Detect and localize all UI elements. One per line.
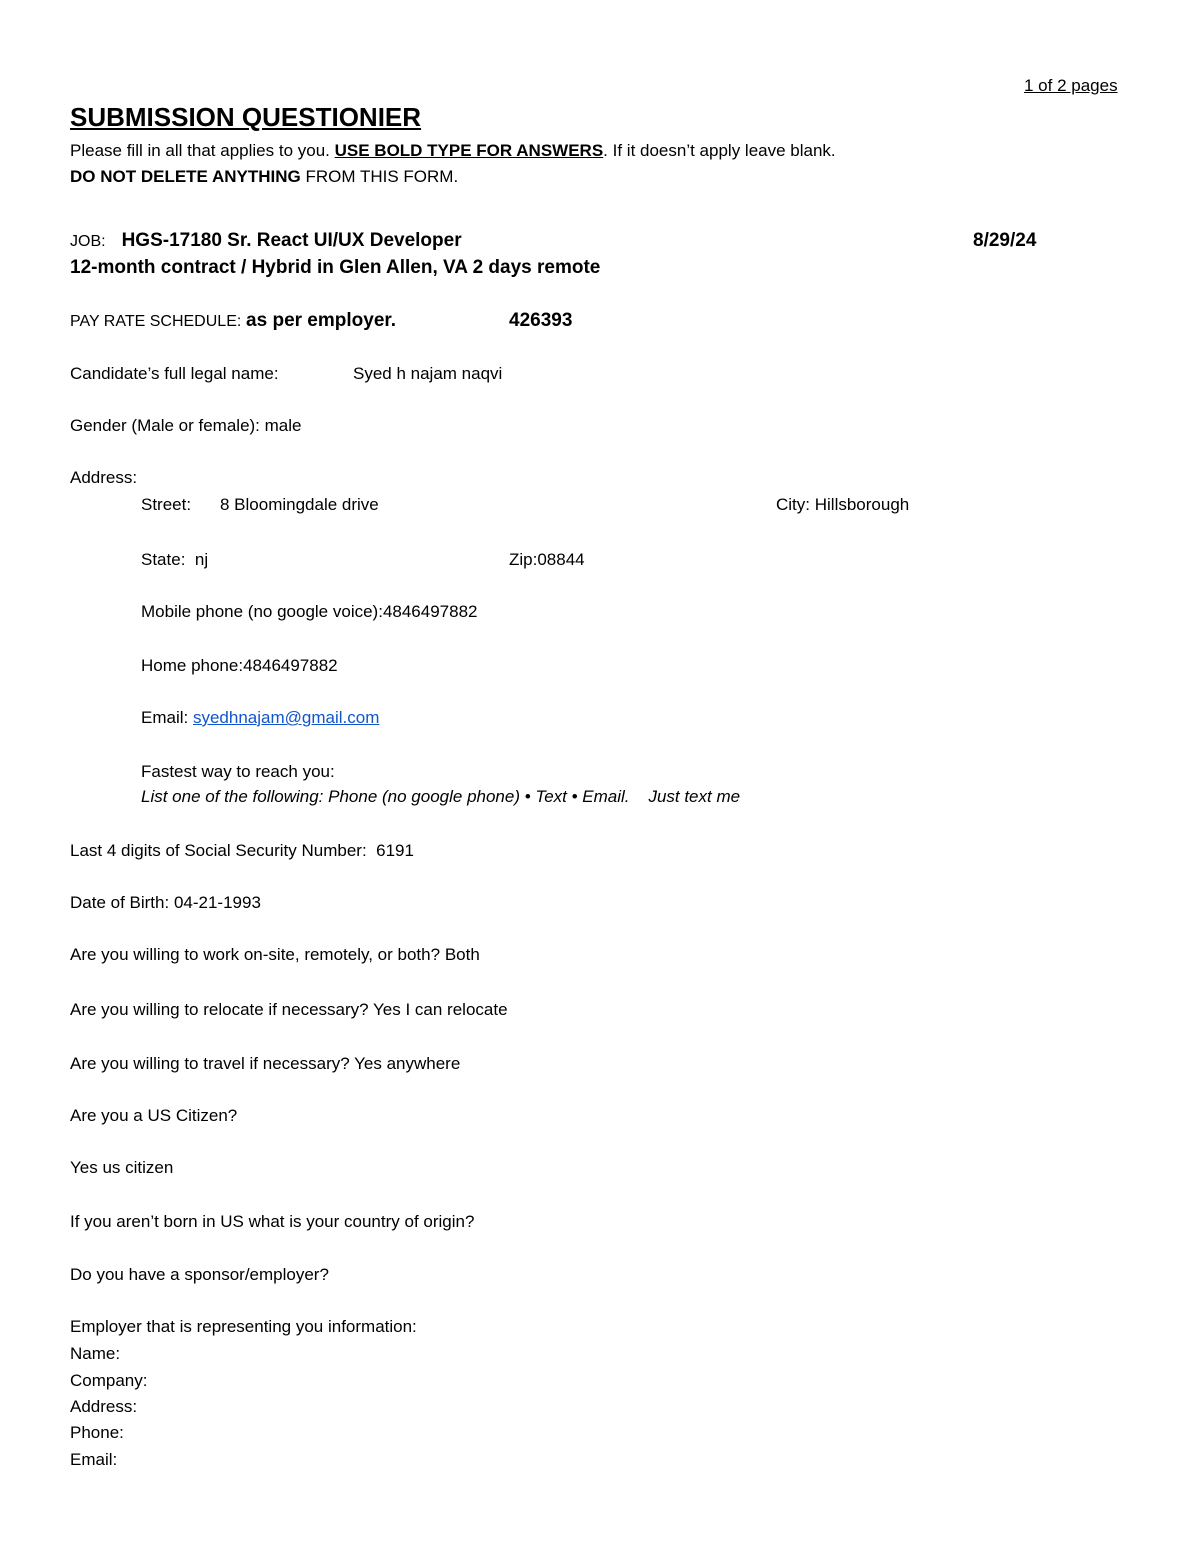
employer-name-label: Name: <box>70 1344 121 1363</box>
travel-question: Are you willing to travel if necessary? <box>70 1054 350 1073</box>
home-phone-line <box>141 657 338 674</box>
page-indicator: 1 of 2 pages <box>1024 76 1118 95</box>
onsite-question: Are you willing to work on-site, remotely, or both? <box>70 945 441 964</box>
job-title: HGS-17180 Sr. React UI/UX Developer <box>121 230 462 251</box>
zip-value: 08844 <box>537 550 585 569</box>
relocate-line <box>70 1001 508 1018</box>
fastest-contact-value: Just text me <box>648 787 741 806</box>
employer-phone-label: Phone: <box>70 1423 124 1442</box>
gender-label: Gender (Male or female): <box>70 416 260 435</box>
gender-line <box>70 417 302 434</box>
dob-value: 04-21-1993 <box>173 893 261 912</box>
home-phone-value: 4846497882 <box>243 656 338 675</box>
pay-rate-value: as per employer. <box>246 310 397 331</box>
job-label: JOB: <box>70 233 106 250</box>
page-title: SUBMISSION QUESTIONIER <box>70 102 422 132</box>
fastest-contact-label: Fastest way to reach you: <box>141 762 335 781</box>
onsite-line <box>70 946 480 963</box>
state-line <box>141 551 208 568</box>
relocate-question: Are you willing to relocate if necessary? <box>70 1000 369 1019</box>
fastest-contact-options: List one of the following: Phone (no google phone) • Text • Email. <box>141 787 630 806</box>
street-label: Street: <box>141 495 192 514</box>
state-value: nj <box>194 550 209 569</box>
citizen-question: Are you a US Citizen? <box>70 1106 238 1125</box>
instructions-warning: DO NOT DELETE ANYTHING <box>70 167 301 186</box>
job-details: 12-month contract / Hybrid in Glen Allen, VA 2 days remote <box>70 257 601 278</box>
instructions-suffix: . If it doesn’t apply leave blank. <box>603 141 836 160</box>
address-label: Address: <box>70 468 138 487</box>
zip-label: Zip: <box>509 550 538 569</box>
candidate-name-label: Candidate’s full legal name: <box>70 364 279 383</box>
zip-line <box>509 551 585 568</box>
ssn-line <box>70 842 414 859</box>
email-label: Email: <box>141 708 189 727</box>
city-label: City: <box>776 495 810 514</box>
citizen-answer: Yes us citizen <box>70 1158 174 1177</box>
street-value: 8 Bloomingdale drive <box>220 495 379 514</box>
city-value: Hillsborough <box>814 495 910 514</box>
email-line <box>141 709 379 726</box>
instructions-line-1 <box>70 142 836 159</box>
origin-question: If you aren’t born in US what is your country of origin? <box>70 1212 475 1231</box>
mobile-phone-value: 4846497882 <box>382 602 478 621</box>
instructions-emphasis: USE BOLD TYPE FOR ANSWERS <box>334 141 604 160</box>
instructions-warning-rest: FROM THIS FORM. <box>300 167 459 186</box>
employer-email-label: Email: <box>70 1450 118 1469</box>
gender-value: male <box>264 416 302 435</box>
pay-rate-code: 426393 <box>509 310 573 331</box>
home-phone-label: Home phone: <box>141 656 244 675</box>
ssn-value: 6191 <box>376 841 414 860</box>
state-label: State: <box>141 550 186 569</box>
relocate-answer: Yes I can relocate <box>373 1000 508 1019</box>
job-line <box>70 231 462 250</box>
employer-address-label: Address: <box>70 1397 138 1416</box>
fastest-contact-line <box>141 788 740 805</box>
employer-heading: Employer that is representing you information: <box>70 1317 417 1336</box>
sponsor-question: Do you have a sponsor/employer? <box>70 1265 329 1284</box>
candidate-name-value: Syed h najam naqvi <box>353 364 503 383</box>
pay-rate-label: PAY RATE SCHEDULE: <box>70 313 242 330</box>
travel-answer: Yes anywhere <box>354 1054 461 1073</box>
mobile-phone-line <box>141 603 477 620</box>
city-line <box>776 496 909 513</box>
pay-rate-line <box>70 311 396 330</box>
instructions-text: Please fill in all that applies to you. <box>70 141 335 160</box>
job-date: 8/29/24 <box>973 230 1037 251</box>
dob-label: Date of Birth: <box>70 893 170 912</box>
instructions-line-2 <box>70 168 458 185</box>
travel-line <box>70 1055 460 1072</box>
dob-line <box>70 894 261 911</box>
onsite-answer: Both <box>444 945 480 964</box>
email-link[interactable]: syedhnajam@gmail.com <box>192 708 380 727</box>
ssn-label: Last 4 digits of Social Security Number: <box>70 841 367 860</box>
employer-company-label: Company: <box>70 1371 148 1390</box>
mobile-phone-label: Mobile phone (no google voice): <box>141 602 383 621</box>
